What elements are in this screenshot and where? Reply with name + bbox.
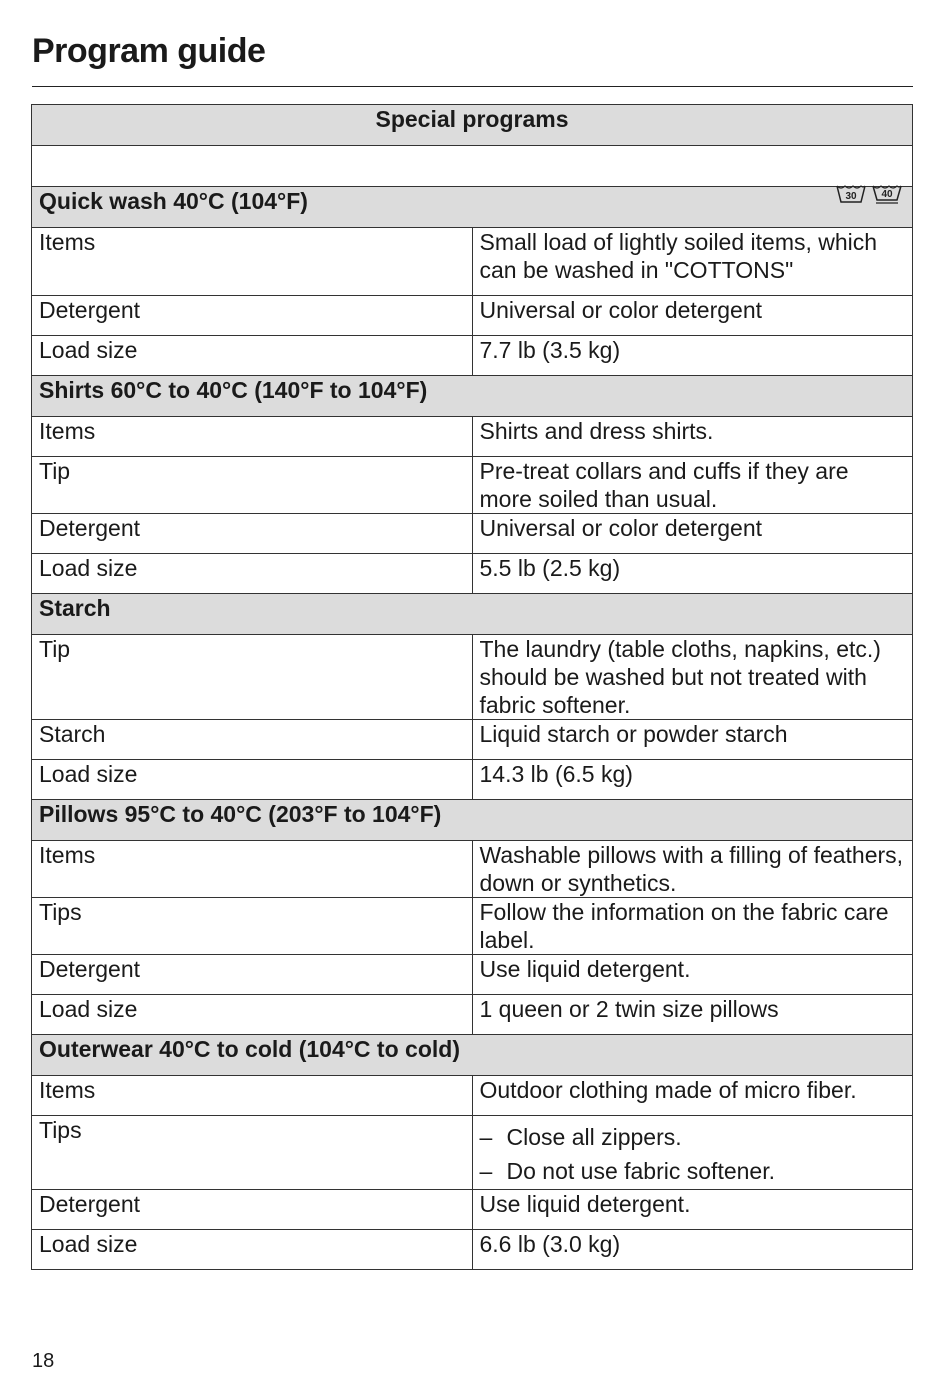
section-header-shirts — [32, 376, 913, 417]
empty-row — [32, 146, 913, 187]
section-title-starch: Starch — [32, 594, 913, 635]
row-label: Detergent — [32, 1190, 473, 1230]
row-value: Washable pillows with a filling of feathers, down or synthetics. — [472, 841, 913, 898]
table-row — [32, 898, 913, 955]
table-row — [32, 457, 913, 514]
tips-list — [480, 1120, 906, 1188]
wash-tub-30-icon — [835, 181, 867, 205]
row-label: Tip — [32, 635, 473, 720]
row-value: Pre-treat collars and cuffs if they are more soiled than usual. — [472, 457, 913, 514]
table-row — [32, 554, 913, 594]
row-label: Load size — [32, 336, 473, 376]
row-value: Use liquid detergent. — [472, 955, 913, 995]
row-label: Detergent — [32, 296, 473, 336]
row-value-list — [472, 1116, 913, 1190]
row-label: Tips — [32, 898, 473, 955]
row-value: 6.6 lb (3.0 kg) — [472, 1230, 913, 1270]
row-value: 5.5 lb (2.5 kg) — [472, 554, 913, 594]
program-guide-table — [31, 104, 913, 1270]
section-title-quick-wash: Quick wash 40°C (104°F) — [39, 188, 308, 214]
title-divider — [32, 86, 913, 87]
table-row — [32, 841, 913, 898]
row-label: Items — [32, 417, 473, 457]
row-label: Items — [32, 1076, 473, 1116]
table-row — [32, 1116, 913, 1190]
row-label: Detergent — [32, 514, 473, 554]
row-value: The laundry (table cloths, napkins, etc.) should be washed but not treated with fabric softener. — [472, 635, 913, 720]
table-row — [32, 1230, 913, 1270]
table-row — [32, 1076, 913, 1116]
row-label: Load size — [32, 995, 473, 1035]
empty-cell — [32, 146, 913, 187]
table-row — [32, 228, 913, 296]
table-row — [32, 760, 913, 800]
row-label: Load size — [32, 1230, 473, 1270]
wash-tub-40-gentle-icon — [871, 181, 903, 205]
table-row — [32, 720, 913, 760]
row-value: Small load of lightly soiled items, which can be washed in "COTTONS" — [472, 228, 913, 296]
row-value: 1 queen or 2 twin size pillows — [472, 995, 913, 1035]
list-item-text: Do not use fabric softener. — [506, 1158, 775, 1184]
row-label: Items — [32, 841, 473, 898]
section-title-pillows: Pillows 95°C to 40°C (203°F to 104°F) — [32, 800, 913, 841]
row-value: Shirts and dress shirts. — [472, 417, 913, 457]
row-value: Outdoor clothing made of micro fiber. — [472, 1076, 913, 1116]
table-row — [32, 296, 913, 336]
list-item-text: Close all zippers. — [506, 1124, 682, 1150]
row-label: Starch — [32, 720, 473, 760]
section-title-shirts: Shirts 60°C to 40°C (140°F to 104°F) — [32, 376, 913, 417]
row-value: Use liquid detergent. — [472, 1190, 913, 1230]
row-label: Tips — [32, 1116, 473, 1190]
row-label: Load size — [32, 760, 473, 800]
row-value: 7.7 lb (3.5 kg) — [472, 336, 913, 376]
dash-bullet: – — [479, 1124, 493, 1150]
row-value: Universal or color detergent — [472, 514, 913, 554]
table-row — [32, 514, 913, 554]
care-symbols — [835, 181, 903, 205]
row-label: Tip — [32, 457, 473, 514]
table-row — [32, 1190, 913, 1230]
wash-tub-30-label: 30 — [845, 191, 857, 202]
row-value: Liquid starch or powder starch — [472, 720, 913, 760]
section-title-outerwear: Outerwear 40°C to cold (104°C to cold) — [32, 1035, 913, 1076]
list-item — [480, 1154, 906, 1188]
table-row — [32, 336, 913, 376]
table-header-row — [32, 105, 913, 146]
row-label: Detergent — [32, 955, 473, 995]
wash-tub-40-label: 40 — [881, 189, 893, 200]
section-header-starch — [32, 594, 913, 635]
table-header: Special programs — [32, 105, 913, 146]
row-label: Load size — [32, 554, 473, 594]
page-number: 18 — [32, 1350, 55, 1372]
table-row — [32, 995, 913, 1035]
list-item — [480, 1120, 906, 1154]
row-value: Follow the information on the fabric care label. — [472, 898, 913, 955]
row-value: 14.3 lb (6.5 kg) — [472, 760, 913, 800]
row-value: Universal or color detergent — [472, 296, 913, 336]
section-header-outerwear — [32, 1035, 913, 1076]
table-row — [32, 417, 913, 457]
section-header-cell — [32, 187, 913, 228]
section-header-quick-wash — [32, 187, 913, 228]
page-title: Program guide — [32, 32, 266, 70]
table-row — [32, 635, 913, 720]
table-row — [32, 955, 913, 995]
dash-bullet: – — [479, 1158, 493, 1184]
row-label: Items — [32, 228, 473, 296]
section-header-pillows — [32, 800, 913, 841]
